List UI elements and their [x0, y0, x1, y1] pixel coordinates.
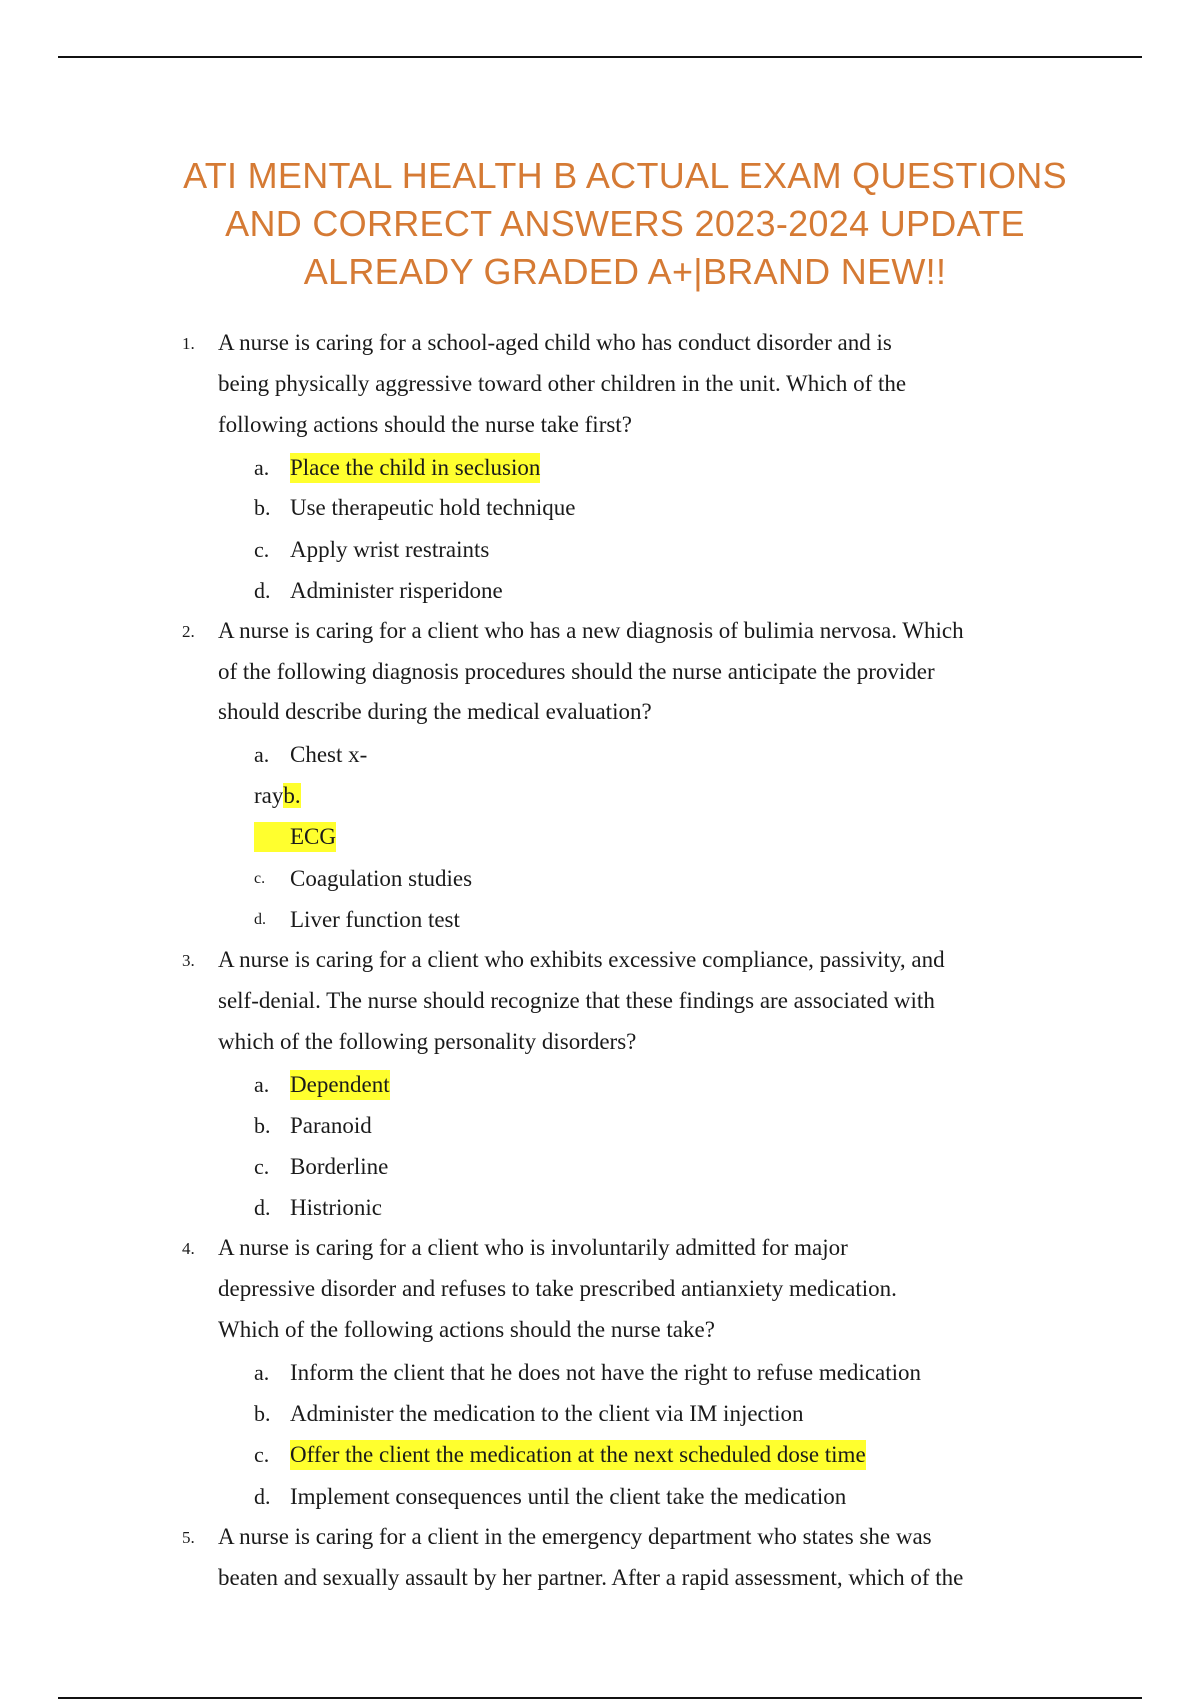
answer-option: Paranoid — [290, 1113, 372, 1138]
answer-option-correct: Place the child in seclusion — [290, 453, 540, 483]
question-4-text-line-1: A nurse is caring for a client who is involuntarily admitted for major — [218, 1235, 848, 1260]
bottom-rule — [58, 1697, 1142, 1699]
option-letter: a. — [254, 1360, 270, 1385]
question-4-text-line-3: Which of the following actions should the nurse take? — [218, 1317, 715, 1342]
option-letter: c. — [254, 1442, 270, 1467]
answer-option: Inform the client that he does not have the right to refuse medication — [290, 1360, 922, 1385]
question-3-text-line-1: A nurse is caring for a client who exhibits excessive compliance, passivity, and — [218, 947, 945, 972]
question-number-3: 3. — [182, 951, 195, 970]
option-letter: a. — [254, 742, 270, 767]
answer-option-correct: Offer the client the medication at the next scheduled dose time — [290, 1440, 866, 1470]
question-2-text-line-2: of the following diagnosis procedures should the nurse anticipate the provider — [218, 659, 935, 684]
option-letter: a. — [254, 455, 270, 480]
option-text-fragment: ray — [254, 783, 284, 808]
question-1-text-line-3: following actions should the nurse take first? — [218, 412, 632, 437]
option-wrap-fragment — [254, 781, 301, 811]
answer-option: Apply wrist restraints — [290, 537, 490, 562]
question-5-text-line-2: beaten and sexually assault by her partner. After a rapid assessment, which of the — [218, 1565, 964, 1590]
question-3-text-line-2: self-denial. The nurse should recognize that these findings are associated with — [218, 988, 935, 1013]
question-2-text-line-3: should describe during the medical evaluation? — [218, 699, 652, 724]
option-letter: d. — [254, 911, 266, 928]
question-4-text-line-2: depressive disorder and refuses to take prescribed antianxiety medication. — [218, 1276, 897, 1301]
answer-option-correct: Dependent — [290, 1070, 390, 1100]
option-letter-highlighted: b. — [283, 783, 301, 808]
answer-option: Liver function test — [290, 907, 460, 932]
title-line-2: AND CORRECT ANSWERS 2023-2024 UPDATE — [225, 203, 1025, 244]
option-letter: b. — [254, 1113, 271, 1138]
question-2-text-line-1: A nurse is caring for a client who has a new diagnosis of bulimia nervosa. Which — [218, 618, 964, 643]
option-letter: b. — [254, 495, 271, 520]
option-letter: c. — [254, 1154, 270, 1179]
answer-option: Histrionic — [290, 1195, 382, 1220]
question-1-text-line-2: being physically aggressive toward other children in the unit. Which of the — [218, 371, 907, 396]
option-letter: d. — [254, 1484, 271, 1509]
answer-option: Use therapeutic hold technique — [290, 495, 576, 520]
question-number-1: 1. — [182, 334, 195, 353]
option-letter: b. — [254, 1401, 271, 1426]
answer-option: Administer the medication to the client via IM injection — [290, 1401, 804, 1426]
answer-option: Administer risperidone — [290, 578, 503, 603]
option-letter: c. — [254, 870, 266, 887]
option-letter: d. — [254, 578, 271, 603]
question-number-4: 4. — [182, 1239, 195, 1258]
question-number-5: 5. — [182, 1528, 195, 1547]
answer-option: Borderline — [290, 1154, 389, 1179]
answer-option-correct: ECG — [254, 822, 336, 852]
question-3-text-line-3: which of the following personality disorders? — [218, 1029, 637, 1054]
option-letter: c. — [254, 537, 270, 562]
question-5-text-line-1: A nurse is caring for a client in the emergency department who states she was — [218, 1524, 932, 1549]
question-1-text-line-1: A nurse is caring for a school-aged child who has conduct disorder and is — [218, 330, 892, 355]
option-letter: a. — [254, 1072, 270, 1097]
option-letter: d. — [254, 1195, 271, 1220]
title-line-3: ALREADY GRADED A+|BRAND NEW!! — [303, 251, 947, 292]
answer-option: Coagulation studies — [290, 866, 473, 891]
question-number-2: 2. — [182, 622, 195, 641]
answer-option: Chest x- — [290, 742, 368, 767]
answer-option: Implement consequences until the client take the medication — [290, 1484, 847, 1509]
title-line-1: ATI MENTAL HEALTH B ACTUAL EXAM QUESTIONS — [183, 155, 1067, 196]
